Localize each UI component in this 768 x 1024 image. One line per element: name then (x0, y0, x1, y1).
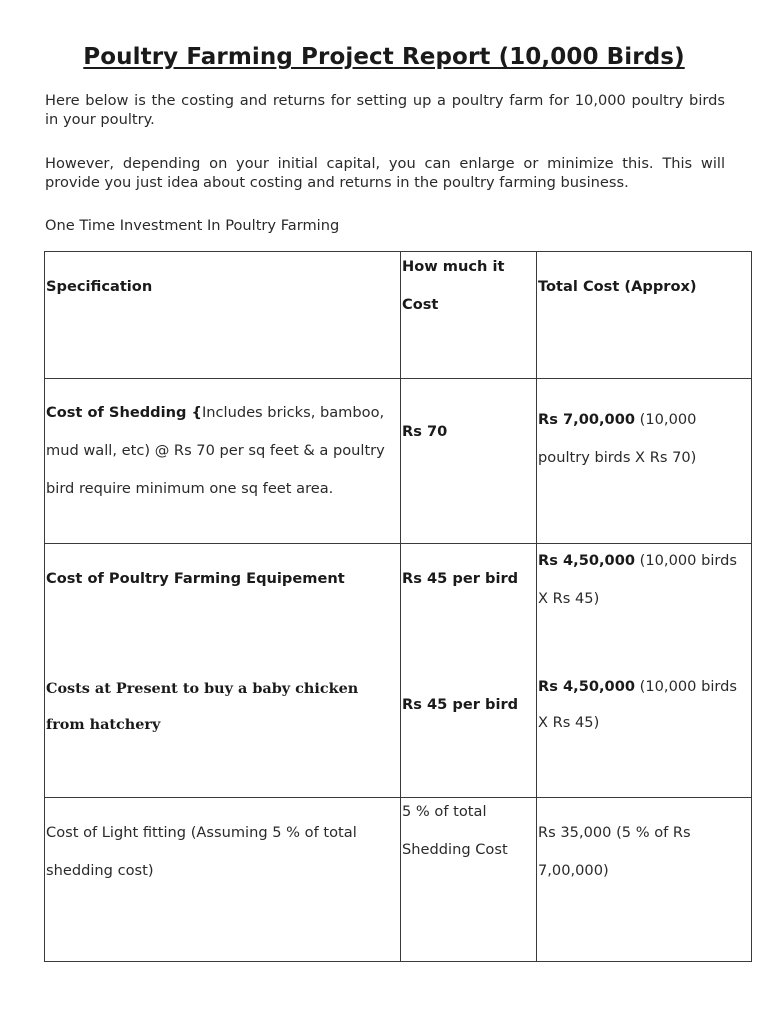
equipment-total-text: (10,000 birds X Rs 45) (538, 552, 737, 607)
section-heading: One Time Investment In Poultry Farming (45, 217, 340, 234)
cell-total-light: Rs 35,000 (5 % of Rs 7,00,000) (537, 798, 752, 962)
equipment-cost: Rs 45 per bird (402, 570, 519, 587)
note-paragraph: However, depending on your initial capital, you can enlarge or minimize this. This will provide you just idea about costing and returns in the poultry farming business. (45, 155, 725, 191)
cell-spec-light: Cost of Light fitting (Assuming 5 % of total shedding cost) (45, 798, 401, 962)
investment-table (44, 251, 752, 962)
chicken-spec: Costs at Present to buy a baby chicken from hatchery (46, 680, 359, 733)
header-total: Total Cost (Approx) (537, 252, 752, 379)
light-cost-text: 5 % of total Shedding Cost (402, 803, 508, 858)
shedding-spec-bold: Cost of Shedding { (46, 404, 202, 421)
equipment-total-bold: Rs 4,50,000 (538, 552, 636, 569)
header-specification: Specification (45, 252, 401, 379)
shedding-total-bold: Rs 7,00,000 (538, 411, 636, 428)
chicken-total-text: (10,000 birds X Rs 45) (538, 678, 737, 731)
table-row (45, 379, 752, 544)
cell-total-combined (537, 544, 752, 798)
equipment-spec: Cost of Poultry Farming Equipement (46, 570, 345, 587)
chicken-total-bold: Rs 4,50,000 (538, 678, 636, 695)
cell-cost-combined (401, 544, 537, 798)
table-row (45, 798, 752, 962)
header-how-much (401, 252, 537, 379)
header-how-much-text: How much it Cost (402, 258, 505, 313)
cell-total-shedding (537, 379, 752, 544)
intro-paragraph: Here below is the costing and returns for setting up a poultry farm for 10,000 poultry birds in your poultry. (45, 92, 725, 128)
chicken-cost: Rs 45 per bird (402, 696, 519, 713)
table-row (45, 544, 752, 798)
shedding-spec-text: Includes bricks, bamboo, mud wall, etc) @ Rs 70 per sq feet & a poultry bird require minimum one sq feet area. (46, 404, 385, 497)
table-header-row (45, 252, 752, 379)
cell-cost-light (401, 798, 537, 962)
cell-spec-shedding (45, 379, 401, 544)
page-title: Poultry Farming Project Report (10,000 Birds) (83, 44, 685, 70)
cell-spec-combined (45, 544, 401, 798)
shedding-total-text: (10,000 poultry birds X Rs 70) (538, 411, 697, 466)
chicken-total (538, 669, 750, 741)
cell-cost-shedding: Rs 70 (401, 379, 537, 544)
equipment-total (538, 542, 750, 618)
